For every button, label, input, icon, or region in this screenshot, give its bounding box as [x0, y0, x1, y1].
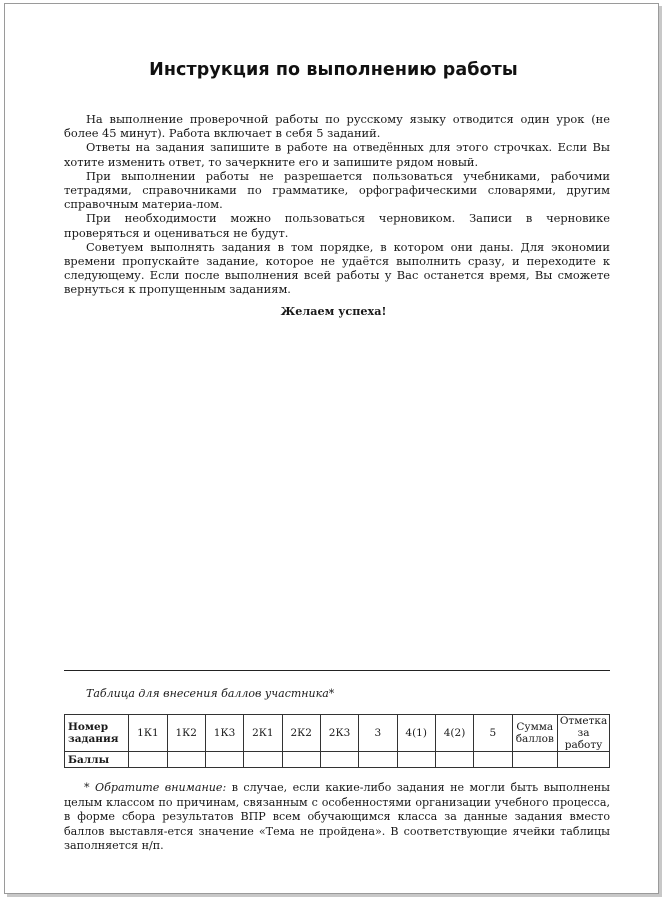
instruction-paragraph: При выполнении работы не разрешается пользоваться учебниками, рабочими тетрадями, справочниками по грамматике, орфографическими словарями, другим справочным материа-лом.	[64, 168, 610, 212]
task-cell: 2К3	[320, 715, 358, 752]
score-input-cell[interactable]	[359, 752, 397, 768]
footnote-paragraph	[64, 781, 610, 854]
mark-input-cell[interactable]	[558, 752, 610, 768]
score-input-cell[interactable]	[244, 752, 282, 768]
score-table	[64, 714, 610, 768]
scores-label: Баллы	[65, 752, 129, 768]
sum-header	[512, 715, 558, 752]
mark-header-line2: за работу	[564, 727, 603, 751]
footnote-text: в случае, если какие-либо задания не могли быть выполнены целым классом по причинам, связанным с особенностями организации учебного процесса, в форме сбора результатов ВПР всем обучающимся класса за данные задания вместо баллов выставля-ется значение «Тема не пройдена». В соответствующие ячейки таблицы заполняется н/п.	[64, 781, 610, 853]
instruction-paragraph: На выполнение проверочной работы по русскому языку отводится один урок (не более 45 минут). Работа включает в себя 5 заданий.	[64, 112, 610, 141]
score-input-cell[interactable]	[320, 752, 358, 768]
task-cell: 1К1	[129, 715, 167, 752]
sum-header-line1: Сумма	[516, 721, 554, 733]
good-luck-text: Желаем успеха!	[280, 304, 387, 318]
table-header-row	[65, 715, 610, 752]
scores-row	[65, 752, 610, 768]
table-caption: Таблица для внесения баллов участника*	[86, 687, 335, 700]
score-input-cell[interactable]	[129, 752, 167, 768]
mark-header	[558, 715, 610, 752]
task-cell: 3	[359, 715, 397, 752]
footnote-lead: * Обратите внимание:	[84, 781, 227, 794]
task-cell: 1К3	[205, 715, 243, 752]
task-number-header-line1: Номер	[68, 721, 109, 733]
task-number-header-line2: задания	[68, 733, 119, 745]
task-number-header	[65, 715, 129, 752]
score-input-cell[interactable]	[435, 752, 473, 768]
task-cell: 2К1	[244, 715, 282, 752]
task-cell: 4(2)	[435, 715, 473, 752]
score-input-cell[interactable]	[205, 752, 243, 768]
page-title: Инструкция по выполнению работы	[149, 60, 518, 80]
task-cell: 1К2	[167, 715, 205, 752]
task-cell: 2К2	[282, 715, 320, 752]
sum-input-cell[interactable]	[512, 752, 558, 768]
instruction-paragraph: При необходимости можно пользоваться черновиком. Записи в черновике проверяться и оцениваться не будут.	[64, 211, 610, 240]
instructions-body	[64, 112, 610, 297]
instruction-paragraph: Ответы на задания запишите в работе на отведённых для этого строчках. Если Вы хотите изменить ответ, то зачеркните его и запишите рядом новый.	[64, 140, 610, 169]
score-input-cell[interactable]	[282, 752, 320, 768]
score-input-cell[interactable]	[167, 752, 205, 768]
instruction-paragraph: Советуем выполнять задания в том порядке, в котором они даны. Для экономии времени пропускайте задание, которое не удаётся выполнить сразу, и переходите к следующему. Если после выполнения всей работы у Вас останется время, Вы сможете вернуться к пропущенным заданиям.	[64, 239, 610, 297]
mark-header-line1: Отметка	[559, 715, 608, 727]
task-cell: 5	[474, 715, 512, 752]
footnote	[64, 781, 610, 854]
sum-header-line2: баллов	[515, 733, 554, 745]
score-input-cell[interactable]	[397, 752, 435, 768]
horizontal-divider	[64, 670, 610, 671]
task-cell: 4(1)	[397, 715, 435, 752]
score-input-cell[interactable]	[474, 752, 512, 768]
